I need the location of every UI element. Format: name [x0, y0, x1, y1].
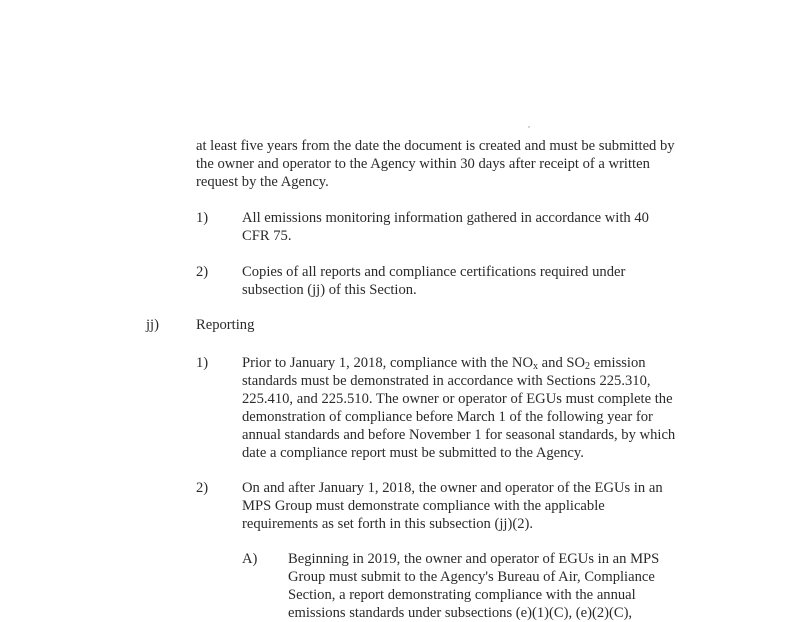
intro-line: at least five years from the date the document is created and must be submitted by [196, 138, 675, 154]
scan-speck [528, 126, 530, 128]
intro-line: the owner and operator to the Agency within 30 days after receipt of a written [196, 156, 650, 172]
reporting-line-chemistry: Prior to January 1, 2018, compliance with the $NO_x$ and $SO_2$ emission [242, 355, 646, 372]
intro-paragraph [196, 137, 675, 191]
intro-line: request by the Agency. [196, 174, 329, 190]
section-label: jj) [146, 317, 159, 333]
record-item-number: 2) [196, 264, 209, 280]
reporting-item-number: 2) [196, 480, 209, 496]
reporting-item-number: 1) [196, 355, 209, 371]
section-heading: Reporting [196, 317, 255, 333]
sub-item-text: Beginning in 2019, the owner and operator of EGUs in an MPS Group must submit to the Agency's Bureau of Air, Compliance Section, a report demonstrating compliance with the annual emissions standards under subsections (e)(1)(C), (e)(2)(C), [288, 551, 660, 621]
record-item-number: 1) [196, 210, 209, 226]
reporting-item-text: Prior to January 1, 2018, compliance with the $NO_x$ and $SO_2$ emission standards must be demonstrated in accordance with Sections 225.310, 225.410, and 225.510. The owner or operator of EGUs must complete the demonstration of compliance before March 1 of the following year for annual standards and before November 1 for seasonal standards, by which date a compliance report must be submitted to the Agency. [242, 355, 676, 461]
reporting-item-text: On and after January 1, 2018, the owner and operator of the EGUs in an MPS Group must demonstrate compliance with the applicable requirements as set forth in this subsection (jj)(2). [242, 480, 663, 532]
record-item-text: Copies of all reports and compliance certifications required under subsection (jj) of this Section. [242, 264, 626, 298]
sub-item-letter: A) [242, 551, 258, 567]
record-item-text: All emissions monitoring information gathered in accordance with 40 CFR 75. [242, 210, 649, 244]
